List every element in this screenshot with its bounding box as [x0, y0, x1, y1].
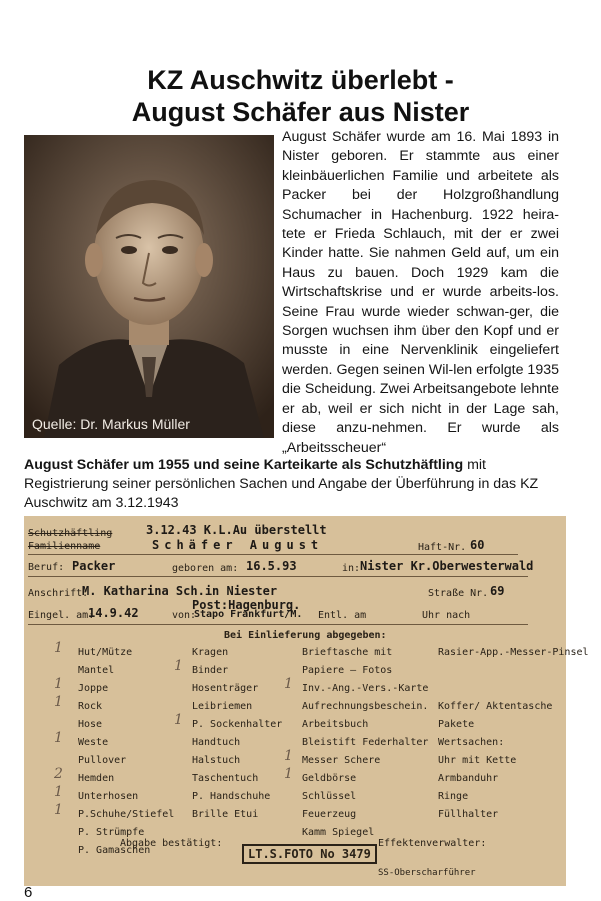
card-item: Brieftasche mit — [302, 647, 393, 658]
card-item: Füllhalter — [438, 809, 499, 820]
card-item: Joppe — [78, 683, 109, 694]
card-item: Taschentuch — [192, 773, 259, 784]
card-item: Inv.-Ang.-Vers.-Karte — [302, 683, 429, 694]
card-item: Koffer/ Aktentasche — [438, 701, 553, 712]
card-transfer: 3.12.43 K.L.Au überstellt — [146, 523, 327, 537]
caption-bold: August Schäfer um 1955 und seine Karteikarte als Schutzhäftling — [24, 457, 464, 473]
card-item: Messer Schere — [302, 755, 381, 766]
handwritten-mark: 1 — [174, 712, 183, 728]
page-number: 6 — [24, 884, 33, 901]
card-item: Schlüssel — [302, 791, 357, 802]
article-body: August Schäfer wurde am 16. Mai 1893 in Nister geboren. Er stammte aus einer kleinbäuerlichen Familie und arbeitete als Packer bei der Holzgroßhandlung Schumacher in Hachenburg. 1922 heira-tete er Frieda Schlauch, mit der er zwei Kinder hatte. Sie nahmen Geld auf, um ein Haus zu bauen. Doch 1929 kam die Wirtschaftskrise und er wurde arbeits-los. Seine Frau wurde wieder schwan-ger, die Sorgen wuchsen ihm über den Kopf und er musste in eine Nervenklinik eingeliefert werden. Gegen seinen Wil-len erfolgte 1935 die Scheidung. Zwei Arbeitsangebote lehnte er ab, weil er sich nicht in der Lage sah, diese anzu-nehmen. Er wurde als „Arbeitsscheuer“ — [282, 129, 559, 456]
card-item: Ringe — [438, 791, 469, 802]
card-post: Post:Hagenburg. — [192, 598, 301, 612]
handwritten-mark: 1 — [284, 676, 293, 692]
handwritten-mark: 1 — [54, 640, 63, 656]
card-item: Rasier-App.-Messer-Pinsel — [438, 647, 589, 658]
card-strasse-label: Straße Nr. — [428, 588, 489, 599]
card-item: Weste — [78, 737, 109, 748]
card-geboren: 16.5.93 — [246, 559, 297, 573]
card-stamp: LT.S.FOTO No 3479 — [242, 844, 377, 864]
card-item: Armbanduhr — [438, 773, 499, 784]
photo-caption — [24, 456, 559, 513]
handwritten-mark: 1 — [284, 766, 293, 782]
card-item: Arbeitsbuch — [302, 719, 369, 730]
card-anschrift-label: Anschrift: — [28, 588, 89, 599]
card-item: Papiere — Fotos — [302, 665, 393, 676]
card-item: Leibriemen — [192, 701, 253, 712]
card-rule — [28, 554, 518, 555]
card-haft-label: Haft-Nr. — [418, 542, 467, 553]
handwritten-mark: 1 — [54, 694, 63, 710]
card-eingel-label: Eingel. am: — [28, 610, 95, 621]
card-header-label: Schutzhäftling — [28, 528, 113, 539]
card-item: Wertsachen: — [438, 737, 505, 748]
handwritten-mark: 1 — [54, 730, 63, 746]
card-item: Pullover — [78, 755, 127, 766]
card-entl-label: Entl. am — [318, 610, 367, 621]
card-von-label: von: — [172, 610, 197, 621]
handwritten-mark: 1 — [174, 658, 183, 674]
article-title — [0, 64, 601, 128]
card-item: P. Sockenhalter — [192, 719, 283, 730]
portrait-photo — [24, 135, 274, 438]
card-geburtsort: Nister Kr.Oberwesterwald — [360, 559, 534, 573]
card-item: Geldbörse — [302, 773, 357, 784]
card-item: Unterhosen — [78, 791, 139, 802]
card-item: Rock — [78, 701, 103, 712]
card-item: P.Schuhe/Stiefel — [78, 809, 175, 820]
card-name: Schäfer August — [152, 538, 324, 552]
card-rule — [28, 624, 528, 625]
card-item: P. Handschuhe — [192, 791, 271, 802]
card-eingel: 14.9.42 — [88, 606, 139, 620]
caption-rest: mit Registrierung seiner persönlichen Sachen und Angabe der Überführung in das KZ Auschwitz am 3.12.1943 — [24, 457, 539, 511]
card-item: Hut/Mütze — [78, 647, 133, 658]
card-item: Brille Etui — [192, 809, 259, 820]
card-item: Hemden — [78, 773, 115, 784]
card-anschrift: M. Katharina Sch.in Niester — [82, 584, 278, 598]
card-item: Feuerzeug — [302, 809, 357, 820]
card-item: Kragen — [192, 647, 229, 658]
card-beruf-label: Beruf: — [28, 562, 65, 573]
portrait-image — [24, 135, 274, 438]
card-header-label-2: Familienname — [28, 541, 101, 552]
card-item: Halstuch — [192, 755, 241, 766]
handwritten-mark: 1 — [284, 748, 293, 764]
card-strasse: 69 — [490, 584, 505, 598]
card-effekten-label: Effektenverwalter: — [378, 838, 487, 849]
card-verwalter-label: SS-Oberscharführer — [378, 868, 476, 878]
title-line-1: KZ Auschwitz überlebt - — [147, 65, 454, 95]
card-item: P. Gamaschen — [78, 845, 151, 856]
card-abgabe-label: Abgabe bestätigt: — [120, 838, 223, 849]
card-item: Hose — [78, 719, 103, 730]
card-item: Hosenträger — [192, 683, 259, 694]
handwritten-mark: 1 — [54, 802, 63, 818]
card-item: Pakete — [438, 719, 475, 730]
card-item: Aufrechnungsbeschein. — [302, 701, 429, 712]
card-geboren-label: geboren am: — [172, 563, 239, 574]
photo-credit: Quelle: Dr. Markus Müller — [32, 416, 190, 432]
card-von: Stapo Frankfurt/M. — [194, 609, 303, 620]
card-haft-nr: 60 — [470, 538, 485, 552]
card-item: P. Strümpfe — [78, 827, 145, 838]
card-item: Bleistift Federhalter — [302, 737, 429, 748]
card-item: Handtuch — [192, 737, 241, 748]
card-section-title: Bei Einlieferung abgegeben: — [224, 630, 387, 641]
handwritten-mark: 1 — [54, 676, 63, 692]
card-rule — [28, 576, 528, 577]
prisoner-record-card — [24, 516, 589, 886]
title-line-2: August Schäfer aus Nister — [131, 97, 470, 127]
handwritten-mark: 2 — [54, 766, 63, 782]
card-in-label: in: — [342, 563, 361, 574]
card-item: Binder — [192, 665, 229, 676]
card-item: Mantel — [78, 665, 115, 676]
card-item: Kamm Spiegel — [302, 827, 375, 838]
card-uhr-label: Uhr nach — [422, 610, 471, 621]
card-beruf: Packer — [72, 559, 116, 573]
card-item: Uhr mit Kette — [438, 755, 517, 766]
handwritten-mark: 1 — [54, 784, 63, 800]
